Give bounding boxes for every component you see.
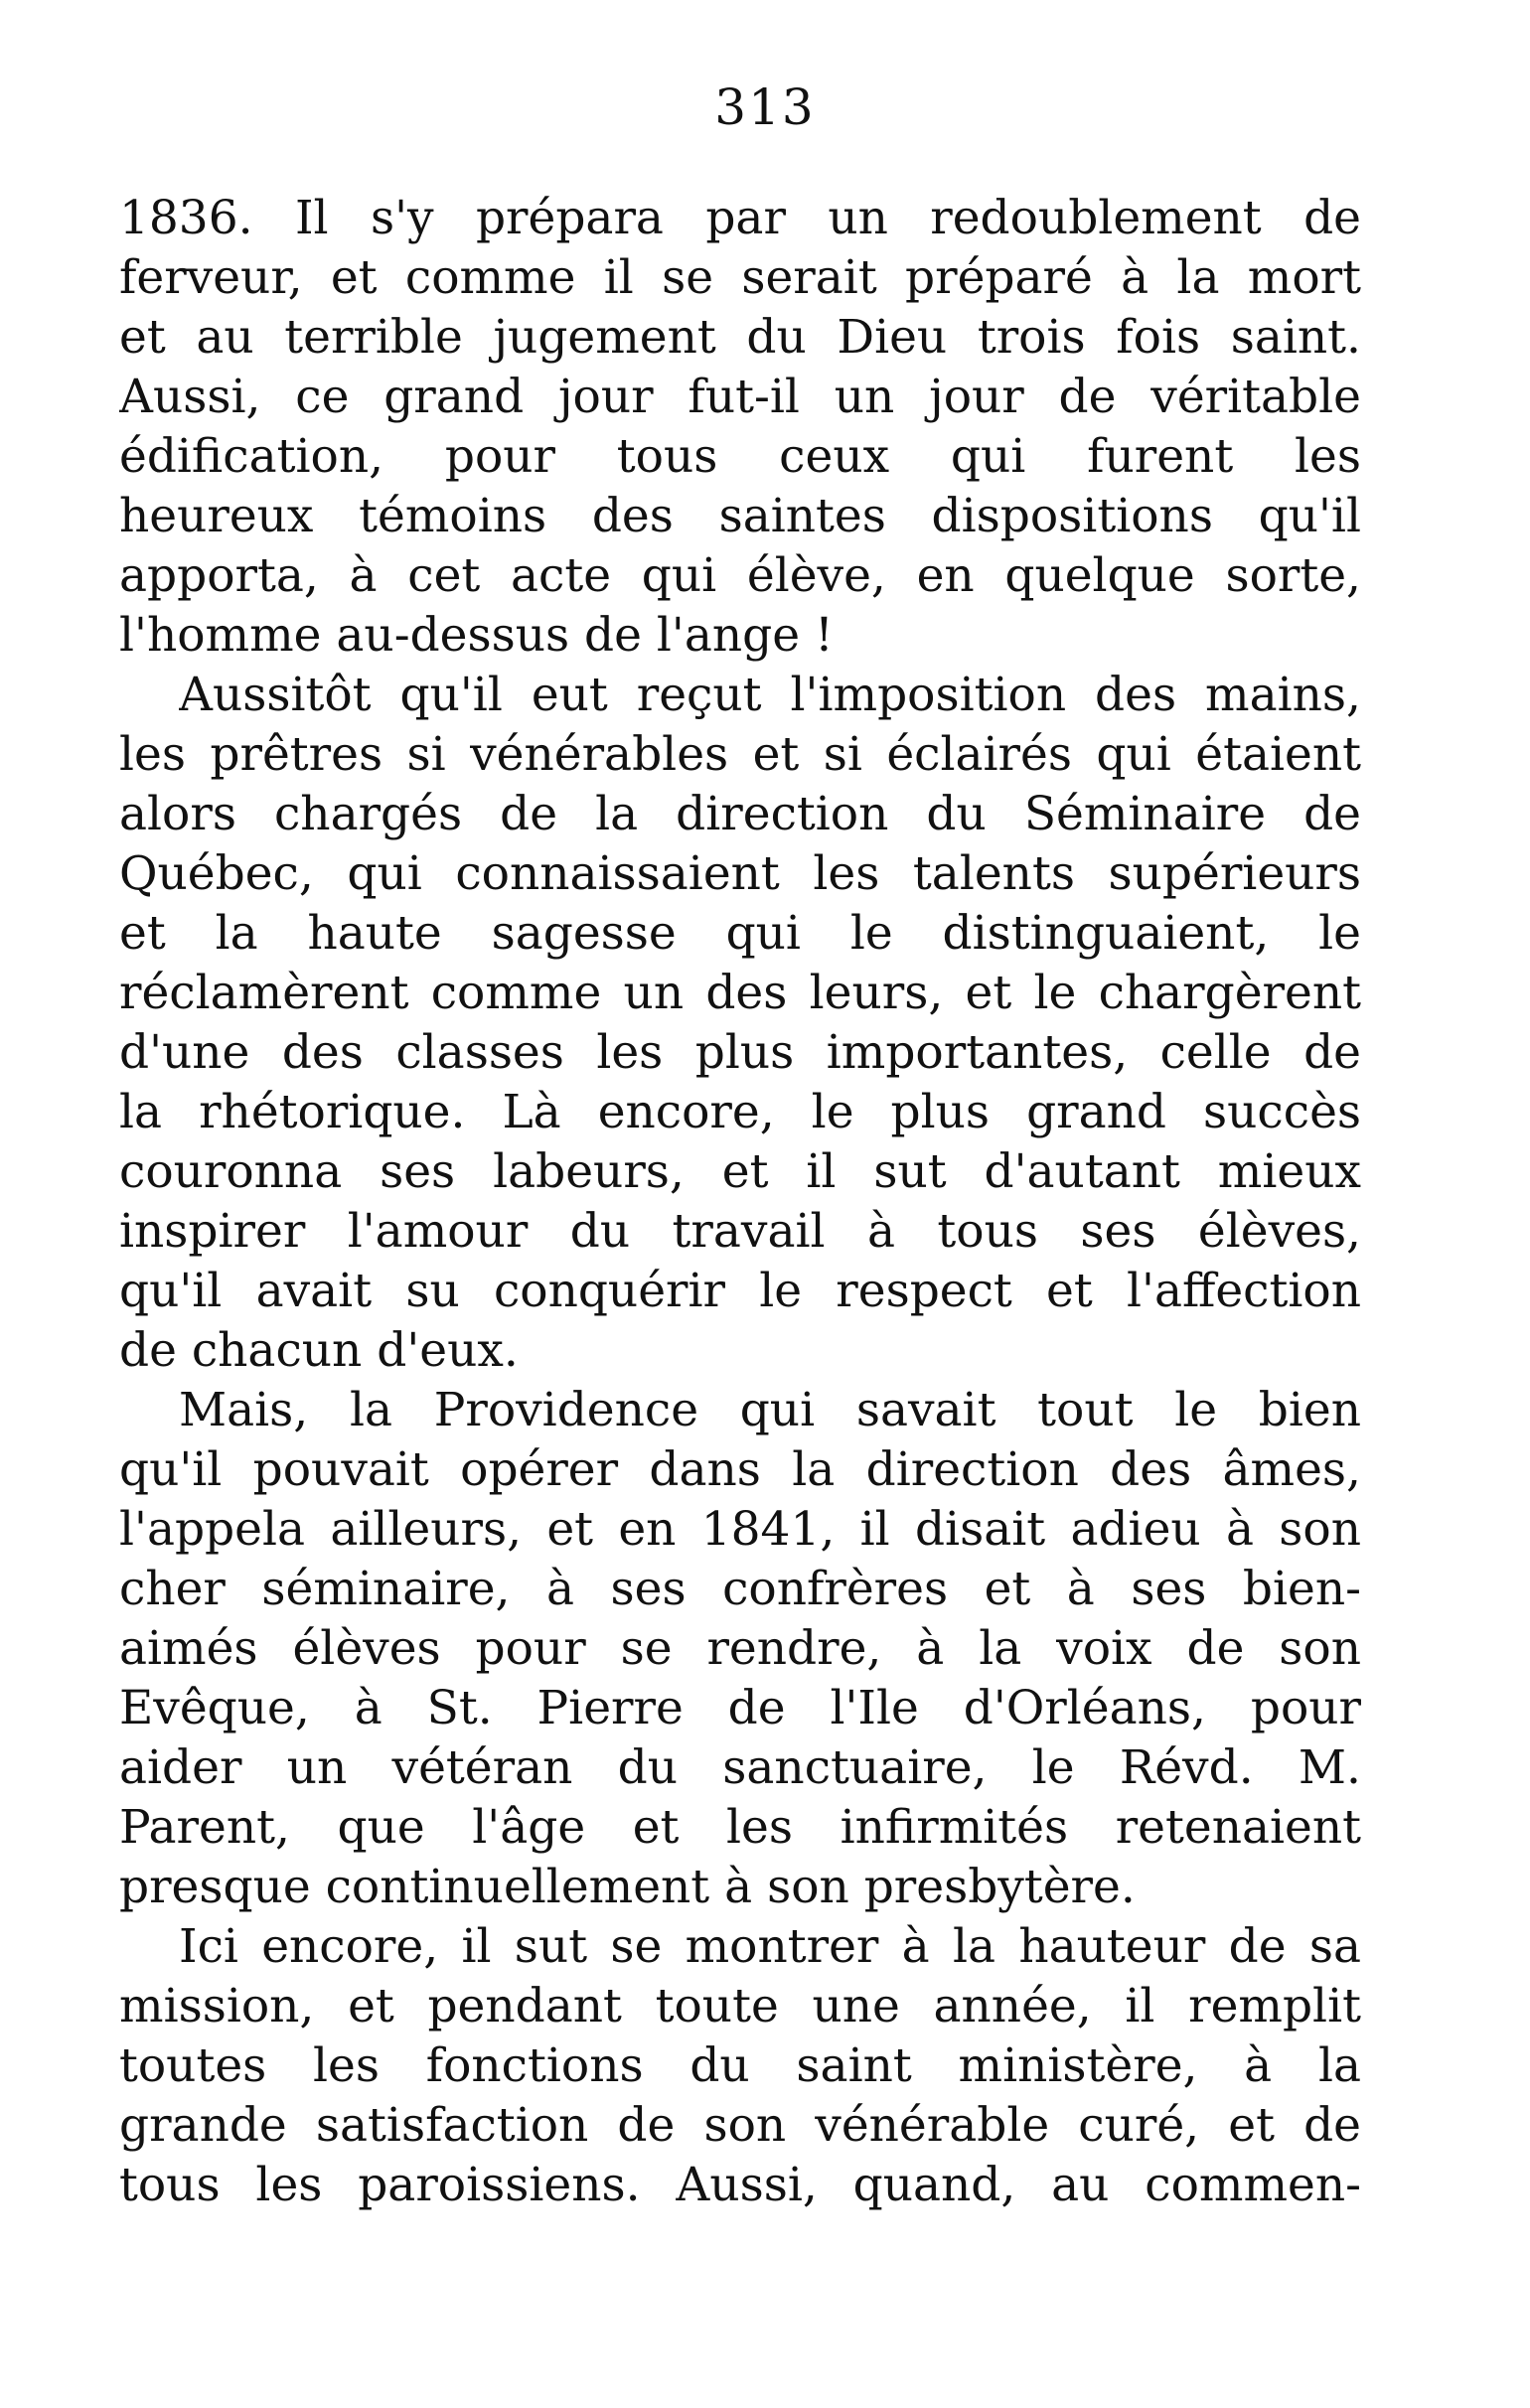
text-line: l'appela ailleurs, et en 1841, il disait adieu à son (119, 1502, 1361, 1557)
text-line: alors chargés de la direction du Séminaire de (119, 787, 1361, 841)
body-text (119, 189, 1361, 2374)
text-line: Québec, qui connaissaient les talents supérieurs (119, 846, 1361, 901)
text-line: Aussi, ce grand jour fut-il un jour de véritable (119, 370, 1361, 424)
text-line: d'une des classes les plus importantes, celle de (119, 1025, 1361, 1080)
text-line: et au terrible jugement du Dieu trois fois saint. (119, 310, 1361, 365)
text-line: mission, et pendant toute une année, il remplit (119, 1979, 1361, 2033)
text-line: réclamèrent comme un des leurs, et le chargèrent (119, 966, 1361, 1020)
text-line: cher séminaire, à ses confrères et à ses bien- (119, 1562, 1361, 1616)
text-line: qu'il avait su conquérir le respect et l'affection (119, 1264, 1361, 1318)
text-line: aimés élèves pour se rendre, à la voix de son (119, 1621, 1361, 1676)
text-line: ferveur, et comme il se serait préparé à la mort (119, 250, 1361, 305)
text-line: presque continuellement à son presbytère. (119, 1860, 1136, 1914)
text-line: inspirer l'amour du travail à tous ses élèves, (119, 1204, 1361, 1259)
text-line: toutes les fonctions du saint ministère, à la (119, 2038, 1361, 2093)
text-line: de chacun d'eux. (119, 1323, 519, 1378)
text-line: Parent, que l'âge et les infirmités retenaient (119, 1800, 1361, 1855)
text-line: les prêtres si vénérables et si éclairés qui étaient (119, 727, 1361, 782)
text-line: tous les paroissiens. Aussi, quand, au commen- (119, 2158, 1361, 2212)
text-line: aider un vétéran du sanctuaire, le Révd. M. (119, 1740, 1361, 1795)
text-line: Mais, la Providence qui savait tout le bien (179, 1383, 1361, 1437)
text-line: Evêque, à St. Pierre de l'Ile d'Orléans, pour (119, 1681, 1361, 1735)
text-line: la rhétorique. Là encore, le plus grand succès (119, 1085, 1361, 1139)
text-line: édification, pour tous ceux qui furent les (119, 429, 1361, 484)
text-line: qu'il pouvait opérer dans la direction des âmes, (119, 1442, 1361, 1497)
page-number: 313 (714, 78, 816, 136)
text-line: 1836. Il s'y prépara par un redoublement de (119, 191, 1361, 245)
text-line: et la haute sagesse qui le distinguaient, le (119, 906, 1361, 961)
text-line: Ici encore, il sut se montrer à la hauteur de sa (179, 1919, 1361, 1974)
text-line: l'homme au-dessus de l'ange ! (119, 608, 834, 663)
text-line: heureux témoins des saintes dispositions qu'il (119, 489, 1361, 543)
text-line: Aussitôt qu'il eut reçut l'imposition des mains, (179, 668, 1361, 722)
text-line: couronna ses labeurs, et il sut d'autant mieux (119, 1144, 1361, 1199)
text-line: grande satisfaction de son vénérable curé, et de (119, 2098, 1361, 2153)
text-line: apporta, à cet acte qui élève, en quelque sorte, (119, 548, 1361, 603)
